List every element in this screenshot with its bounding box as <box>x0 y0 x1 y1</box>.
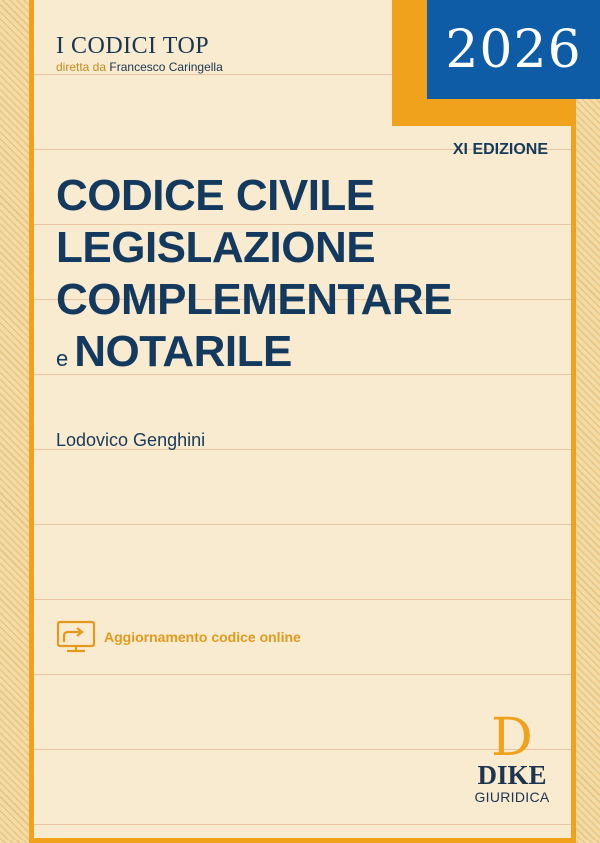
series-header <box>56 33 223 74</box>
director-name: Francesco Caringella <box>109 60 223 74</box>
title-line-1: CODICE CIVILE <box>56 171 375 220</box>
title-line-3: COMPLEMENTARE <box>56 275 453 324</box>
series-title: I CODICI TOP <box>56 33 210 59</box>
title-connector: e <box>56 346 69 371</box>
year-text: 2026 <box>445 19 582 80</box>
author-name: Lodovico Genghini <box>56 430 206 450</box>
edition-label: XI EDIZIONE <box>452 141 548 158</box>
online-update-label: Aggiornamento codice online <box>104 629 301 645</box>
year-badge <box>427 0 600 99</box>
publisher-subname: GIURIDICA <box>474 789 550 805</box>
title-line-4-text: NOTARILE <box>74 327 292 376</box>
online-update <box>56 620 301 654</box>
publisher-mark: D <box>491 708 533 768</box>
directed-by-label: diretta da <box>56 60 107 74</box>
series-director <box>56 60 223 74</box>
publisher-name: DIKE <box>477 760 547 790</box>
book-title <box>56 170 452 385</box>
online-update-icon <box>56 620 96 654</box>
title-line-4 <box>56 326 452 385</box>
title-line-2: LEGISLAZIONE <box>56 223 376 272</box>
publisher-logo <box>468 708 556 805</box>
